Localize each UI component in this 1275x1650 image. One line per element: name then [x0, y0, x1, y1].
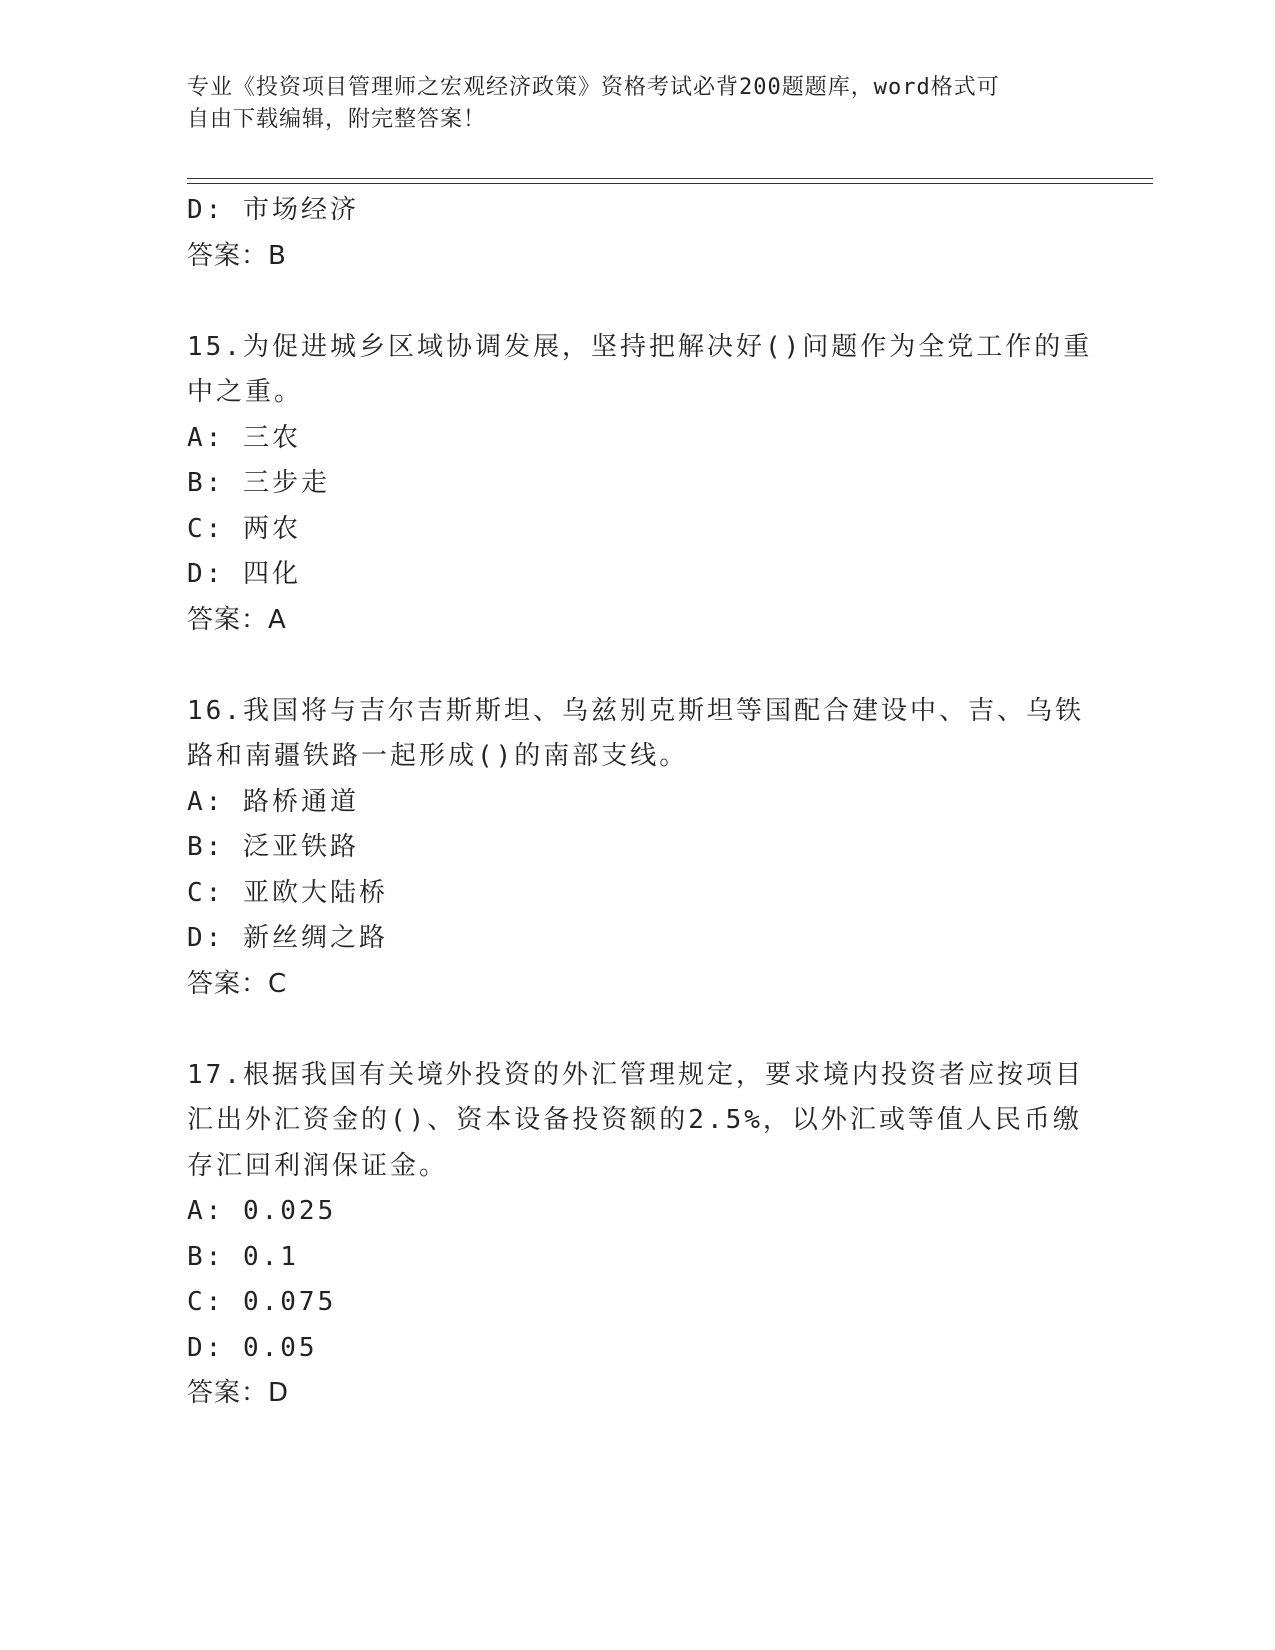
header-divider-bottom — [187, 183, 1153, 184]
question-stem: 存汇回利润保证金。 — [187, 1150, 449, 1181]
spacer — [187, 1007, 1087, 1053]
option-b: B: 0.1 — [187, 1241, 299, 1272]
answer-line: 答案：C — [187, 968, 288, 999]
question-block — [187, 325, 1093, 644]
question-stem: 17.根据我国有关境外投资的外汇管理规定，要求境内投资者应按项目 — [187, 1059, 1084, 1090]
option-a: A: 0.025 — [187, 1196, 337, 1226]
option-a: A: 三农 — [187, 422, 301, 453]
document-header — [187, 72, 1067, 136]
answer-line: 答案：B — [187, 240, 287, 271]
option-c: C: 两农 — [187, 513, 301, 544]
option-d: D: 市场经济 — [187, 195, 359, 225]
spacer — [187, 643, 1087, 689]
question-stem: 15.为促进城乡区域协调发展，坚持把解决好()问题作为全党工作的重 — [187, 331, 1093, 362]
question-stem: 中之重。 — [187, 377, 304, 407]
question-content — [187, 188, 1093, 1417]
question-block — [187, 689, 1087, 1008]
answer-line: 答案：A — [187, 604, 287, 635]
header-line-2: 自由下载编辑，附完整答案！ — [187, 107, 487, 132]
header-line-1: 专业《投资项目管理师之宏观经济政策》资格考试必背200题题库，word格式可 — [187, 75, 1000, 100]
option-d: D: 0.05 — [187, 1332, 318, 1363]
option-d: D: 四化 — [187, 559, 301, 589]
option-a: A: 路桥通道 — [187, 786, 359, 817]
question-stem: 汇出外汇资金的()、资本设备投资额的2.5%，以外汇或等值人民币缴 — [187, 1105, 1082, 1135]
spacer — [187, 279, 1087, 325]
answer-line: 答案：D — [187, 1378, 290, 1408]
option-c: C: 0.075 — [187, 1287, 337, 1317]
question-block — [187, 1053, 1087, 1417]
question-stem: 路和南疆铁路一起形成()的南部支线。 — [187, 741, 689, 771]
option-d: D: 新丝绸之路 — [187, 923, 388, 953]
option-b: B: 泛亚铁路 — [187, 832, 359, 862]
option-c: C: 亚欧大陆桥 — [187, 877, 388, 908]
header-divider-top — [187, 178, 1153, 179]
question-stem: 16.我国将与吉尔吉斯斯坦、乌兹别克斯坦等国配合建设中、吉、乌铁 — [187, 695, 1084, 726]
option-b: B: 三步走 — [187, 468, 330, 498]
